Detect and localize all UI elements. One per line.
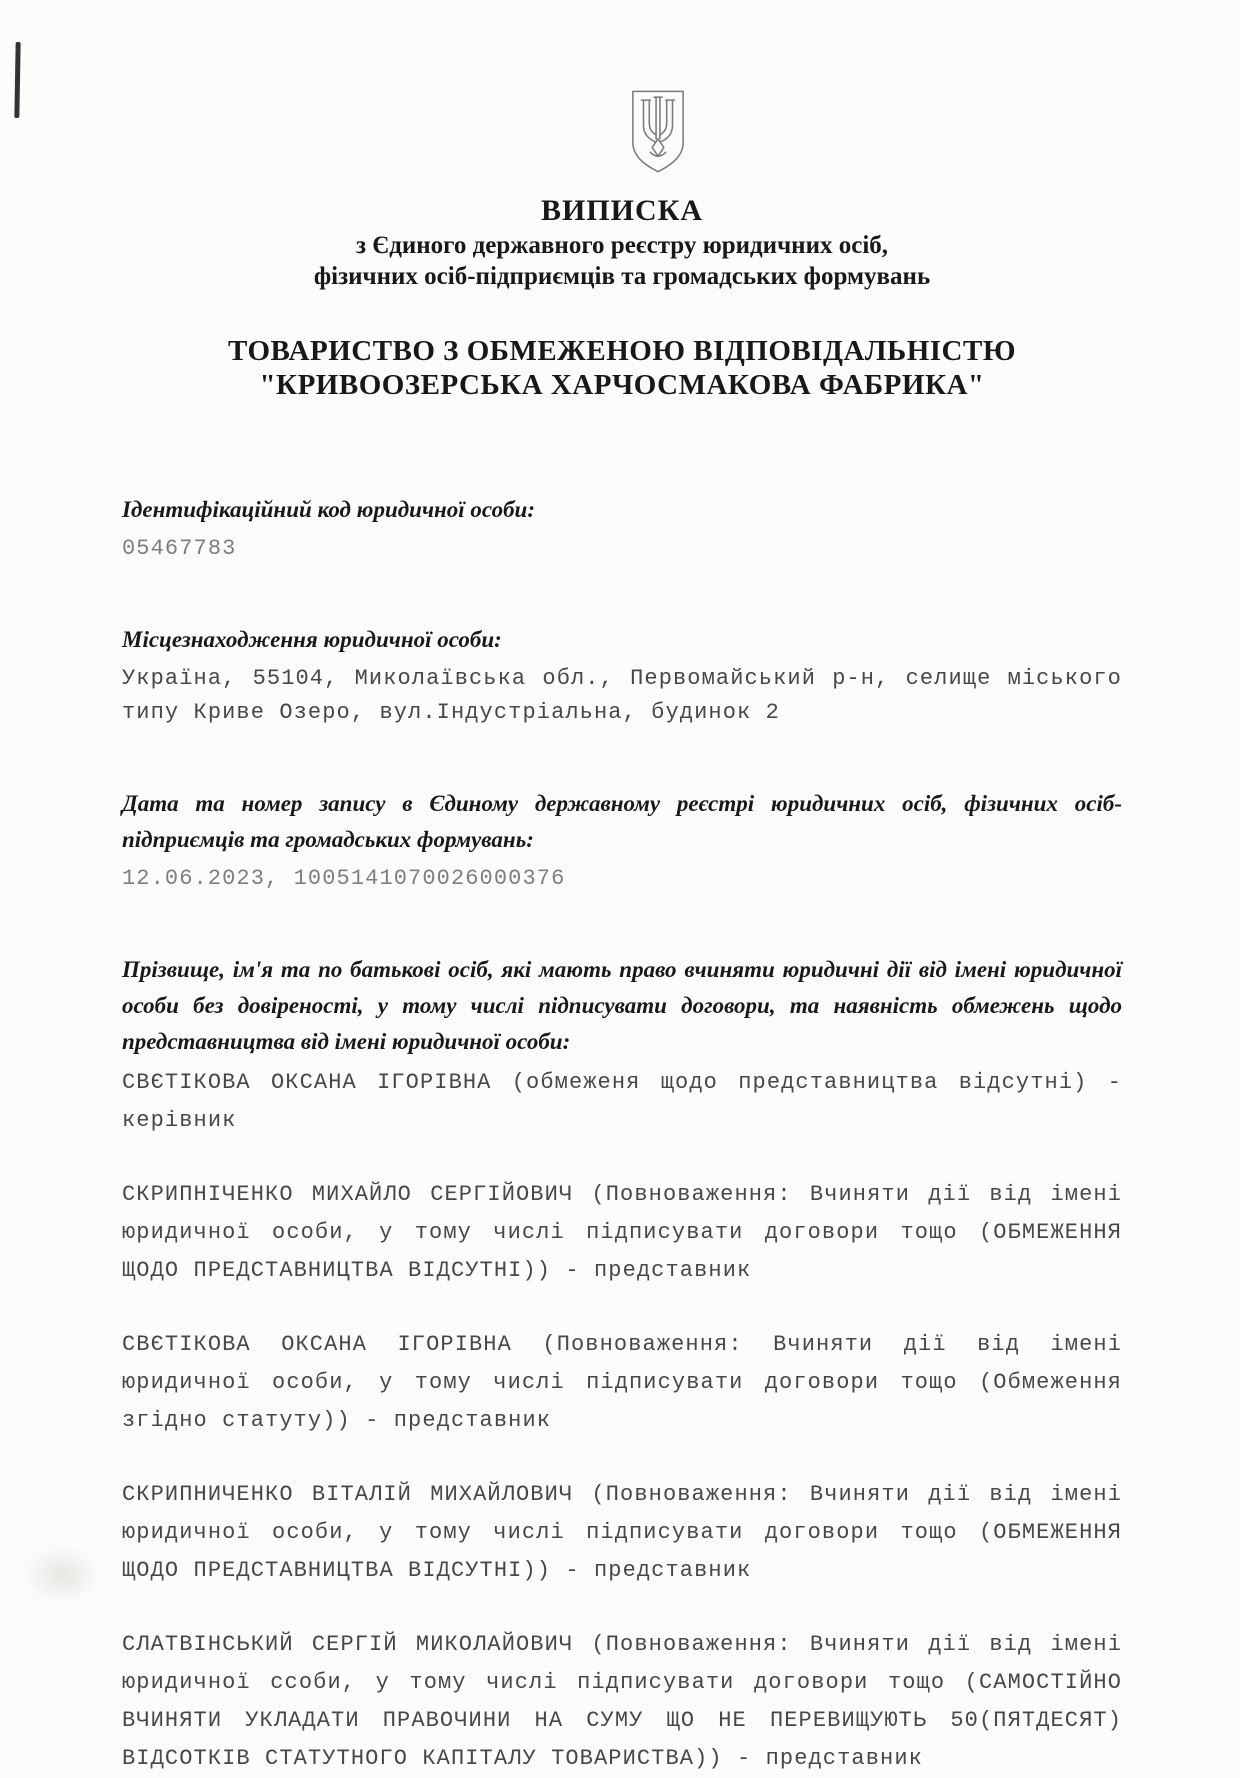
document-body	[122, 492, 1122, 1778]
company-name	[122, 334, 1122, 402]
section-legal-address	[122, 622, 1122, 730]
person-entry: СВЄТІКОВА ОКСАНА ІГОРІВНА (обмеженя щодо представництва відсутні) - керівник	[122, 1070, 1122, 1133]
section-heading: Ідентифікаційний код юридичної особи:	[122, 497, 536, 522]
document-subtitle-line-1: з Єдиного державного реєстру юридичних осіб,	[355, 232, 889, 259]
company-name-line-2: "КРИВООЗЕРСЬКА ХАРЧОСМАКОВА ФАБРИКА"	[259, 369, 985, 401]
scan-smudge	[22, 1545, 102, 1605]
identification-code-value: 05467783	[122, 536, 237, 561]
document-title: ВИПИСКА	[540, 194, 704, 227]
section-identification-code	[122, 492, 1122, 566]
document-subtitle-line-2: фізичних осіб-підприємців та громадських формувань	[313, 263, 931, 290]
document-header	[122, 88, 1122, 402]
section-heading: Прізвище, ім'я та по батькові осіб, які мають право вчиняти юридичні дії від імені юридичної особи без довіреності, у тому числі підписувати договори, та наявність обмежень щодо представництва від імені юридичної особи:	[122, 957, 1122, 1054]
person-entry: СКРИПНІЧЕНКО МИХАЙЛО СЕРГІЙОВИЧ (Повноваження: Вчиняти дії від імені юридичної особи, у тому числі підписувати договори тощо (ОБМЕЖЕННЯ ЩОДО ПРЕДСТАВНИЦТВА ВІДСУТНІ)) - представник	[122, 1182, 1122, 1283]
legal-address-value: Україна, 55104, Миколаївська обл., Первомайський р-н, селище міського типу Криве Озеро, вул.Індустріальна, будинок 2	[122, 666, 1122, 725]
ukraine-trident-icon	[629, 88, 687, 176]
section-heading: Місцезнаходження юридичної особи:	[122, 627, 502, 652]
section-record-date-number	[122, 786, 1122, 896]
person-entry: СВЄТІКОВА ОКСАНА ІГОРІВНА (Повноваження: Вчиняти дії від імені юридичної особи, у тому числі підписувати договори тощо (Обмеження згідно статуту)) - представник	[122, 1332, 1122, 1433]
person-entry: СКРИПНИЧЕНКО ВІТАЛІЙ МИХАЙЛОВИЧ (Повноваження: Вчиняти дії від імені юридичної особи, у тому числі підписувати договори тощо (ОБМЕЖЕННЯ ЩОДО ПРЕДСТАВНИЦТВА ВІДСУТНІ)) - представник	[122, 1482, 1122, 1583]
section-authorized-persons	[122, 952, 1122, 1778]
record-date-number-value: 12.06.2023, 1005141070026000376	[122, 866, 566, 891]
person-entry: СЛАТВІНСЬКИЙ СЕРГІЙ МИКОЛАЙОВИЧ (Повноваження: Вчиняти дії від імені юридичної ссоби, у тому числі підписувати договори тощо (САМОСТІЙНО ВЧИНЯТИ УКЛАДАТИ ПРАВОЧИНИ НА СУМУ ЩО НЕ ПЕРЕВИЩУЮТЬ 50(ПЯТДЕСЯТ) ВІДСОТКІВ СТАТУТНОГО КАПІТАЛУ ТОВАРИСТВА)) - представник	[122, 1632, 1122, 1771]
section-heading: Дата та номер запису в Єдиному державному реєстрі юридичних осіб, фізичних осіб-підприємців та громадських формувань:	[122, 791, 1122, 852]
company-name-line-1: ТОВАРИСТВО З ОБМЕЖЕНОЮ ВІДПОВІДАЛЬНІСТЮ	[228, 335, 1016, 367]
scan-artifact-mark	[14, 42, 20, 118]
